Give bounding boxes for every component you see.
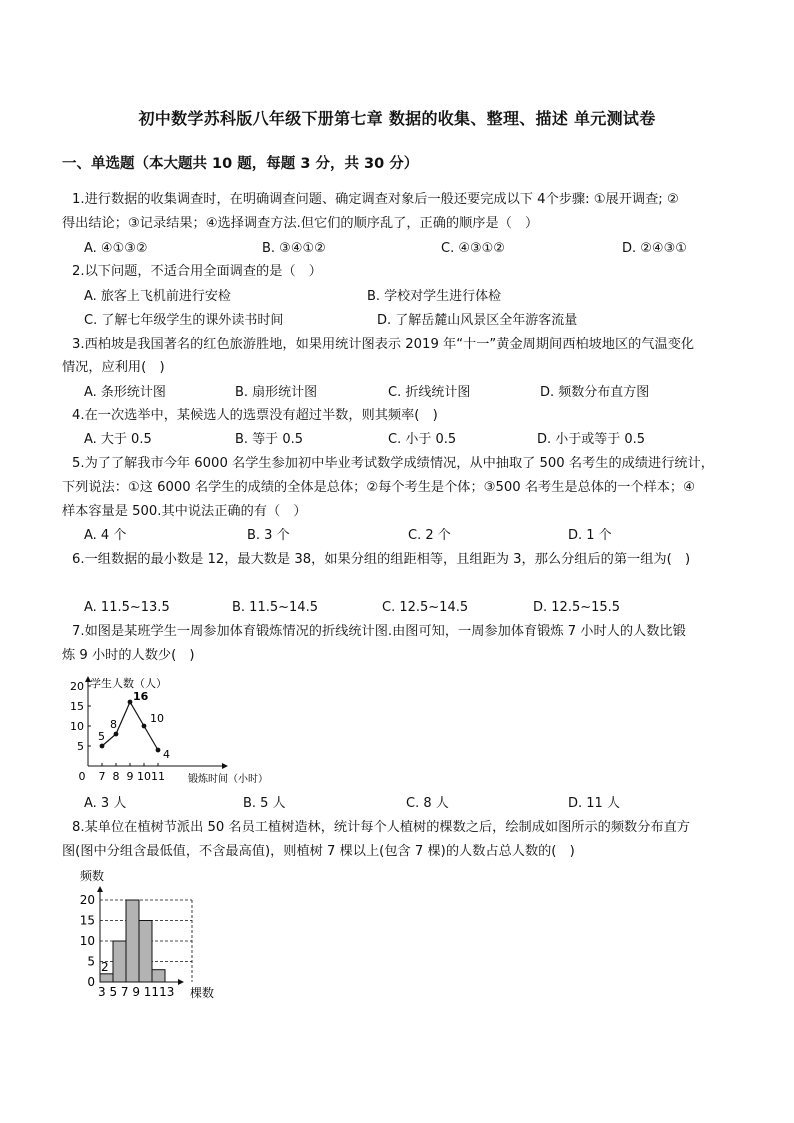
question-7-option-a[interactable]: A. 3 人 xyxy=(84,796,127,811)
question-4-option-a[interactable]: A. 大于 0.5 xyxy=(84,432,152,447)
data-point xyxy=(100,744,105,749)
question-1-option-c[interactable]: C. ④③①② xyxy=(441,241,505,256)
question-3-line-1: 3.西柏坡是我国著名的红色旅游胜地，如果用统计图表示 2019 年“十一”黄金周期间西柏坡地区的气温变化 xyxy=(72,337,695,352)
y-tick-label: 10 xyxy=(79,934,95,948)
page-title: 初中数学苏科版八年级下册第七章 数据的收集、整理、描述 单元测试卷 xyxy=(138,109,656,128)
x-tick-label: 7 xyxy=(98,770,106,783)
y-axis-label: 频数 xyxy=(80,869,105,883)
question-6-option-d[interactable]: D. 12.5~15.5 xyxy=(533,600,621,615)
x-tick-label: 11 xyxy=(151,770,165,783)
y-tick-label: 5 xyxy=(87,954,95,969)
data-label: 10 xyxy=(150,712,164,725)
histogram-bar xyxy=(126,900,139,982)
question-2-option-c[interactable]: C. 了解七年级学生的课外读书时间 xyxy=(84,313,284,328)
data-point xyxy=(142,724,147,729)
x-tick-label: 0 xyxy=(78,770,86,783)
data-point xyxy=(156,748,161,753)
histogram-chart xyxy=(70,866,230,1002)
x-tick-label: 10 xyxy=(137,770,151,783)
histogram-bar xyxy=(100,974,113,982)
question-4-option-b[interactable]: B. 等于 0.5 xyxy=(235,432,303,447)
question-5-line-2: 下列说法：①这 6000 名学生的成绩的全体是总体；②每个考生是个体；③500 名考生是总体的一个样本；④ xyxy=(62,480,695,495)
question-3-line-2: 情况，应利用( ) xyxy=(62,360,165,375)
question-2-option-a[interactable]: A. 旅客上飞机前进行安检 xyxy=(84,289,231,304)
x-axis-arrow xyxy=(222,763,228,769)
question-3-option-d[interactable]: D. 频数分布直方图 xyxy=(540,385,650,400)
data-label: 16 xyxy=(133,690,149,703)
data-label: 5 xyxy=(98,730,105,743)
question-6-option-b[interactable]: B. 11.5~14.5 xyxy=(232,600,318,615)
section-heading: 一、单选题（本大题共 10 题，每题 3 分，共 30 分） xyxy=(62,156,419,172)
question-1-option-a[interactable]: A. ④①③② xyxy=(84,241,148,256)
y-tick-label: 15 xyxy=(79,913,95,928)
question-4-option-d[interactable]: D. 小于或等于 0.5 xyxy=(537,432,646,447)
y-axis-arrow xyxy=(97,886,103,892)
question-4-line-1: 4.在一次选举中，某候选人的选票没有超过半数，则其频率( ) xyxy=(72,408,438,423)
question-3-option-c[interactable]: C. 折线统计图 xyxy=(388,385,471,400)
question-1-line-2: 得出结论；③记录结果；④选择调查方法.但它们的顺序乱了，正确的顺序是（ ） xyxy=(62,216,539,231)
x-tick-labels: 3 5 7 9 1113 xyxy=(98,985,175,999)
question-8-line-2: 图(图中分组含最低值，不含最高值)，则植树 7 棵以上(包含 7 棵)的人数占总人数的( ) xyxy=(62,844,575,859)
question-5-option-d[interactable]: D. 1 个 xyxy=(568,528,612,543)
histogram-bar xyxy=(113,941,126,982)
question-2-option-d[interactable]: D. 了解岳麓山风景区全年游客流量 xyxy=(377,313,578,328)
question-2-option-b[interactable]: B. 学校对学生进行体检 xyxy=(367,289,502,304)
data-label: 8 xyxy=(110,718,117,731)
question-2-line-1: 2.以下问题，不适合用全面调查的是（ ） xyxy=(72,264,322,279)
question-5-option-a[interactable]: A. 4 个 xyxy=(84,528,127,543)
question-5-line-3: 样本容量是 500.其中说法正确的有（ ） xyxy=(62,504,307,519)
question-1-line-1: 1.进行数据的收集调查时，在明确调查问题、确定调查对象后一般还要完成以下 4个步骤: ①展开调查; ② xyxy=(72,192,679,207)
x-axis-label: 锻炼时间（小时） xyxy=(188,774,268,785)
question-7-option-b[interactable]: B. 5 人 xyxy=(243,796,286,811)
question-6-line-1: 6.一组数据的最小数是 12，最大数是 38，如果分组的组距相等，且组距为 3，那么分组后的第一组为( ) xyxy=(72,552,691,567)
line-chart xyxy=(72,672,292,788)
question-1-option-b[interactable]: B. ③④①② xyxy=(262,241,326,256)
question-4-option-c[interactable]: C. 小于 0.5 xyxy=(388,432,457,447)
data-label: 4 xyxy=(163,748,170,761)
question-3-option-a[interactable]: A. 条形统计图 xyxy=(84,385,166,400)
question-6-option-a[interactable]: A. 11.5~13.5 xyxy=(84,600,170,615)
question-6-option-c[interactable]: C. 12.5~14.5 xyxy=(382,600,469,615)
data-label: 2 xyxy=(101,959,109,974)
data-point xyxy=(114,732,119,737)
question-5-line-1: 5.为了了解我市今年 6000 名学生参加初中毕业考试数学成绩情况，从中抽取了 500 名考生的成绩进行统计， xyxy=(72,456,714,471)
y-tick-label: 20 xyxy=(79,893,95,907)
x-axis-arrow xyxy=(178,979,184,985)
y-axis-label: 学生人数（人） xyxy=(90,677,167,690)
question-3-option-b[interactable]: B. 扇形统计图 xyxy=(235,385,318,400)
x-tick-label: 9 xyxy=(126,770,134,783)
question-8-line-1: 8.某单位在植树节派出 50 名员工植树造林，统计每个人植树的棵数之后，绘制成如图所示的频数分布直方 xyxy=(72,820,690,835)
question-5-option-b[interactable]: B. 3 个 xyxy=(247,528,290,543)
y-tick-label: 5 xyxy=(77,740,84,753)
y-tick-label: 10 xyxy=(70,720,84,733)
question-7-option-c[interactable]: C. 8 人 xyxy=(406,796,449,811)
y-tick-label: 20 xyxy=(70,680,84,693)
histogram-bar xyxy=(152,970,165,982)
histogram-bar xyxy=(139,921,152,983)
data-point xyxy=(128,700,133,705)
question-7-line-2: 炼 9 小时的人数少( ) xyxy=(62,648,195,663)
question-5-option-c[interactable]: C. 2 个 xyxy=(408,528,451,543)
question-1-option-d[interactable]: D. ②④③① xyxy=(622,241,687,256)
x-axis-label: 棵数 xyxy=(190,986,215,1000)
question-7-line-1: 7.如图是某班学生一周参加体育锻炼情况的折线统计图.由图可知，一周参加体育锻炼 7 小时人的人数比锻 xyxy=(72,624,686,639)
question-7-option-d[interactable]: D. 11 人 xyxy=(568,796,620,811)
y-tick-label: 0 xyxy=(87,975,95,989)
x-tick-label: 8 xyxy=(112,770,120,783)
y-tick-label: 15 xyxy=(70,700,84,713)
